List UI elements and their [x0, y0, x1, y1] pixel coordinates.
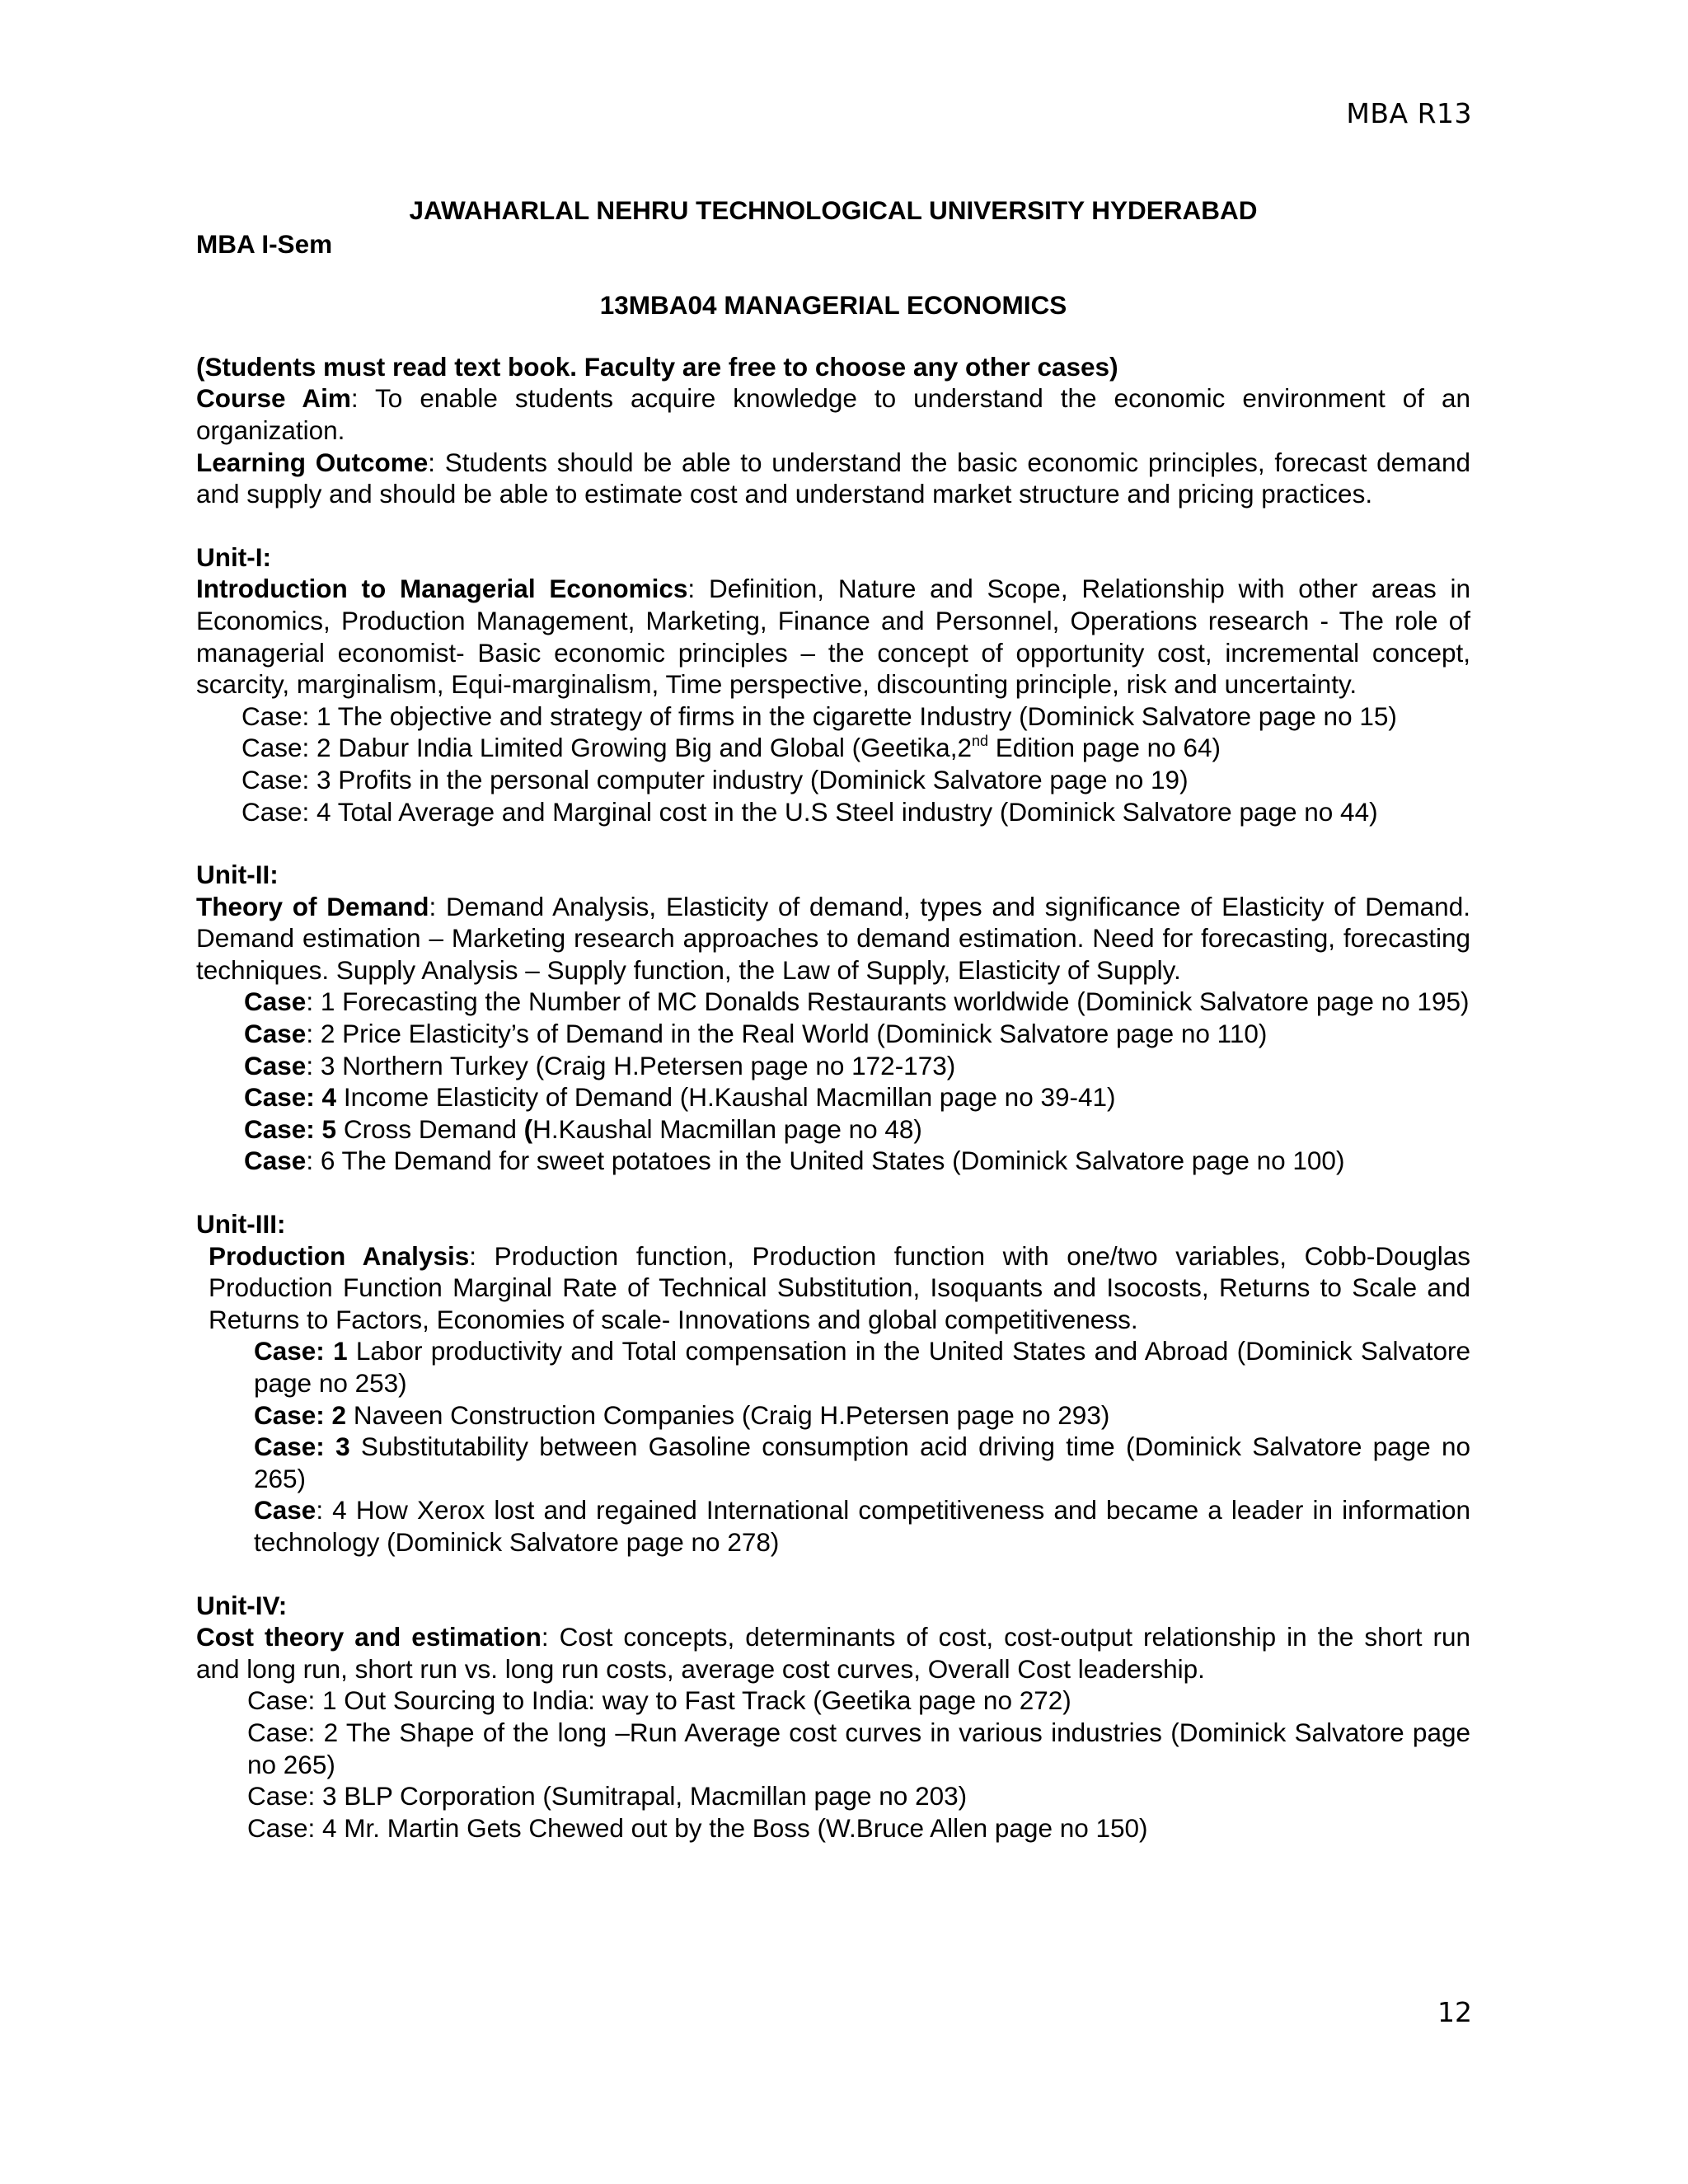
case-list — [196, 986, 1470, 1177]
unit-topic-text: : Definition, Nature and Scope, Relationship with other areas in Economics, Production Management, Marketing, Finance and Personnel, Operations research - The role of managerial economist- Basic economic principles – the concept of opportunity cost, incremental concept, scarcity, marginalism, Equi-marginalism, Time perspective, discounting principle, risk and uncertainty. — [196, 574, 1470, 700]
case-item: Case: 2 The Shape of the long –Run Average cost curves in various industries (Dominick Salvatore page no 265) — [247, 1717, 1470, 1779]
unit-topic-label: Production Analysis — [209, 1240, 470, 1271]
case-label: Case — [244, 1146, 307, 1176]
learning-outcome-label: Learning Outcome — [196, 447, 429, 477]
case-item — [196, 986, 1470, 1018]
unit-topic — [196, 1621, 1470, 1685]
unit-topic-label: Introduction to Managerial Economics — [196, 574, 688, 604]
case-text: H.Kaushal Macmillan page no 48) — [532, 1113, 922, 1144]
case-text: : 2 Price Elasticity’s of Demand in the Real World (Dominick Salvatore page no 110) — [306, 1019, 1268, 1049]
unit-topic-text: : Cost concepts, determinants of cost, cost-output relationship in the short run and long run, short run vs. long run costs, average cost curves, Overall Cost leadership. — [196, 1622, 1470, 1684]
case-item — [196, 1113, 1470, 1146]
case-item — [196, 732, 1470, 764]
semester-label: MBA I-Sem — [196, 228, 333, 259]
case-item — [196, 1145, 1470, 1177]
unit-3 — [196, 1208, 1470, 1558]
unit-topic-label: Theory of Demand — [196, 891, 429, 921]
case-label: Case — [244, 987, 307, 1017]
case-item — [196, 1399, 1470, 1432]
case-item: Case: 1 The objective and strategy of firms in the cigarette Industry (Dominick Salvatore page no 15) — [241, 701, 1397, 731]
case-list — [196, 1685, 1470, 1844]
case-text: Income Elasticity of Demand (H.Kaushal Macmillan page no 39-41) — [336, 1082, 1116, 1113]
unit-topic — [196, 573, 1470, 700]
unit-heading: Unit-IV: — [196, 1590, 288, 1620]
case-label: Case: 5 — [244, 1113, 337, 1144]
course-aim-text: : To enable students acquire knowledge to understand the economic environment of an organization. — [196, 383, 1471, 445]
syllabus-content — [196, 194, 1470, 1844]
case-item: Case: 4 Mr. Martin Gets Chewed out by the Boss (W.Bruce Allen page no 150) — [247, 1812, 1148, 1843]
unit-2 — [196, 859, 1470, 1177]
course-title: 13MBA04 MANAGERIAL ECONOMICS — [599, 290, 1067, 321]
case-text: : 6 The Demand for sweet potatoes in the United States (Dominick Salvatore page no 100) — [306, 1146, 1345, 1176]
case-text: Naveen Construction Companies (Craig H.Petersen page no 293) — [346, 1399, 1110, 1430]
learning-outcome-text: : Students should be able to understand the basic economic principles, forecast demand and supply and should be able to estimate cost and understand market structure and pricing practices. — [196, 447, 1470, 509]
case-list — [196, 1335, 1470, 1558]
unit-topic-text: : Demand Analysis, Elasticity of demand, types and significance of Elasticity of Demand. Demand estimation – Marketing research approaches to demand estimation. Need for forecasting, forecasting techniques. Supply Analysis – Supply function, the Law of Supply, Elasticity of Supply. — [196, 891, 1470, 985]
case-label: Case — [254, 1495, 316, 1526]
case-item — [196, 1335, 1470, 1399]
case-label: Case: 3 — [254, 1432, 350, 1462]
case-list — [196, 701, 1470, 827]
unit-heading: Unit-III: — [196, 1209, 286, 1240]
unit-topic-label: Cost theory and estimation — [196, 1622, 542, 1652]
unit-topic-text: : Production function, Production function with one/two variables, Cobb-Douglas Production Function Marginal Rate of Technical Substitution, Isoquants and Isocosts, Returns to Scale and Returns to Factors, Economies of scale- Innovations and global competitiveness. — [209, 1240, 1470, 1334]
unit-heading: Unit-II: — [196, 860, 279, 890]
unit-topic — [196, 891, 1470, 987]
case-text: : 3 Northern Turkey (Craig H.Petersen page no 172-173) — [306, 1050, 956, 1080]
case-label: Case: 1 — [254, 1336, 348, 1366]
case-label: Case: 4 — [244, 1082, 337, 1113]
case-item — [196, 1494, 1470, 1558]
page-number: 12 — [1437, 1996, 1472, 2028]
case-text: Cross Demand — [336, 1113, 524, 1144]
university-title: JAWAHARLAL NEHRU TECHNOLOGICAL UNIVERSITY HYDERABAD — [409, 195, 1258, 225]
case-item: Case: 4 Total Average and Marginal cost in the U.S Steel industry (Dominick Salvatore page no 44) — [241, 796, 1378, 827]
course-aim-label: Course Aim — [196, 383, 351, 414]
case-text: : 4 How Xerox lost and regained International competitiveness and became a leader in information technology (Dominick Salvatore page no 278) — [254, 1495, 1470, 1557]
case-item: Case: 3 Profits in the personal computer industry (Dominick Salvatore page no 19) — [241, 764, 1189, 794]
case-item — [196, 1018, 1470, 1050]
case-text: Case: 2 Dabur India Limited Growing Big and Global (Geetika,2 — [241, 733, 972, 763]
case-item — [196, 1081, 1470, 1113]
learning-outcome — [196, 447, 1470, 510]
course-aim — [196, 382, 1470, 446]
unit-topic — [196, 1240, 1470, 1336]
case-text: : 1 Forecasting the Number of MC Donalds Restaurants worldwide (Dominick Salvatore page no 195) — [306, 987, 1470, 1017]
unit-4 — [196, 1590, 1470, 1844]
case-label: Case — [244, 1019, 307, 1049]
case-item: Case: 3 BLP Corporation (Sumitrapal, Macmillan page no 203) — [247, 1781, 968, 1811]
header-tag: MBA R13 — [1346, 97, 1472, 129]
case-item — [196, 1050, 1470, 1082]
unit-heading: Unit-I: — [196, 541, 271, 572]
case-text: Edition page no 64) — [988, 733, 1221, 763]
case-label: Case — [244, 1050, 307, 1080]
unit-1 — [196, 541, 1470, 827]
case-item — [196, 1431, 1470, 1494]
ordinal-suffix: nd — [971, 732, 988, 749]
case-text: Substitutability between Gasoline consumption acid driving time (Dominick Salvatore page no 265) — [254, 1432, 1470, 1493]
case-text: Labor productivity and Total compensation in the United States and Abroad (Dominick Salvatore page no 253) — [254, 1336, 1470, 1398]
notice-text: (Students must read text book. Faculty are free to choose any other cases) — [196, 351, 1118, 382]
case-label: Case: 2 — [254, 1399, 347, 1430]
case-item: Case: 1 Out Sourcing to India: way to Fast Track (Geetika page no 272) — [247, 1685, 1071, 1716]
case-paren: ( — [523, 1113, 533, 1144]
